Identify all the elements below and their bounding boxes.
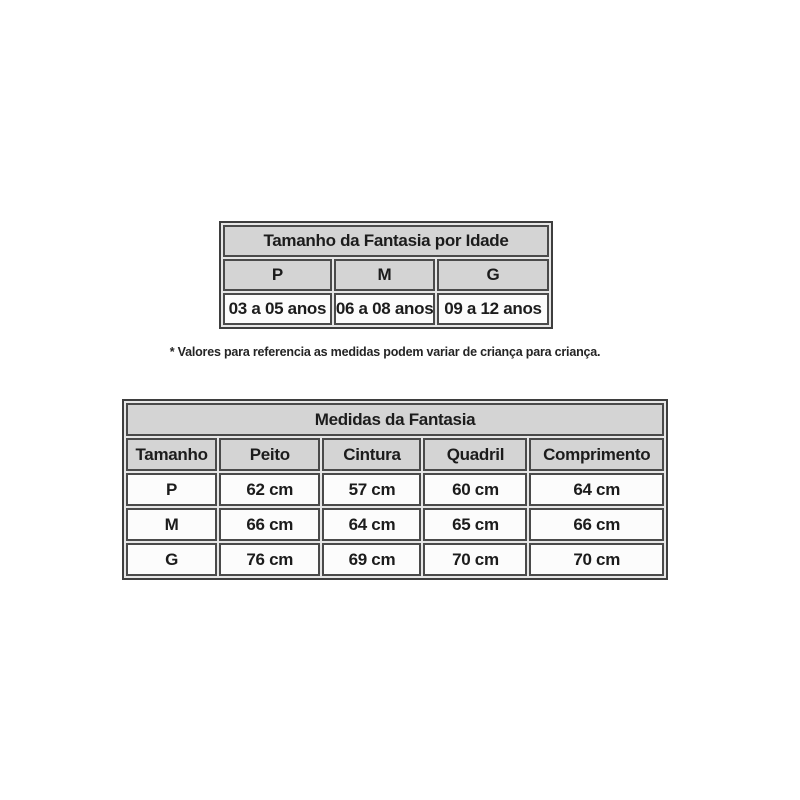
measure-cell: 64 cm xyxy=(322,508,421,541)
measure-cell: 66 cm xyxy=(529,508,664,541)
measure-cell: 62 cm xyxy=(219,473,320,506)
table-row xyxy=(223,225,549,257)
col-header-quadril: Quadril xyxy=(423,438,527,471)
reference-note: * Valores para referencia as medidas podem variar de criança para criança. xyxy=(169,345,601,359)
measurements-table-title: Medidas da Fantasia xyxy=(126,403,664,436)
measure-cell: 70 cm xyxy=(423,543,527,576)
measure-cell: 76 cm xyxy=(219,543,320,576)
table-row xyxy=(223,293,549,325)
age-range-g: 09 a 12 anos xyxy=(437,293,549,325)
measurements-table xyxy=(122,399,668,580)
measure-cell: 70 cm xyxy=(529,543,664,576)
measure-cell: 57 cm xyxy=(322,473,421,506)
measure-cell: 64 cm xyxy=(529,473,664,506)
measure-cell: 69 cm xyxy=(322,543,421,576)
col-header-comprimento: Comprimento xyxy=(529,438,664,471)
table-row xyxy=(126,508,664,541)
size-label: G xyxy=(126,543,217,576)
measure-cell: 65 cm xyxy=(423,508,527,541)
age-range-m: 06 a 08 anos xyxy=(334,293,435,325)
col-header-cintura: Cintura xyxy=(322,438,421,471)
age-table-header-m: M xyxy=(334,259,435,291)
table-row xyxy=(126,473,664,506)
measure-cell: 60 cm xyxy=(423,473,527,506)
col-header-tamanho: Tamanho xyxy=(126,438,217,471)
size-label: M xyxy=(126,508,217,541)
table-row xyxy=(223,259,549,291)
age-size-table xyxy=(219,221,553,329)
age-table-title: Tamanho da Fantasia por Idade xyxy=(223,225,549,257)
size-label: P xyxy=(126,473,217,506)
table-row xyxy=(126,438,664,471)
col-header-peito: Peito xyxy=(219,438,320,471)
age-table-header-g: G xyxy=(437,259,549,291)
age-range-p: 03 a 05 anos xyxy=(223,293,332,325)
measure-cell: 66 cm xyxy=(219,508,320,541)
age-table-header-p: P xyxy=(223,259,332,291)
table-row xyxy=(126,403,664,436)
table-row xyxy=(126,543,664,576)
